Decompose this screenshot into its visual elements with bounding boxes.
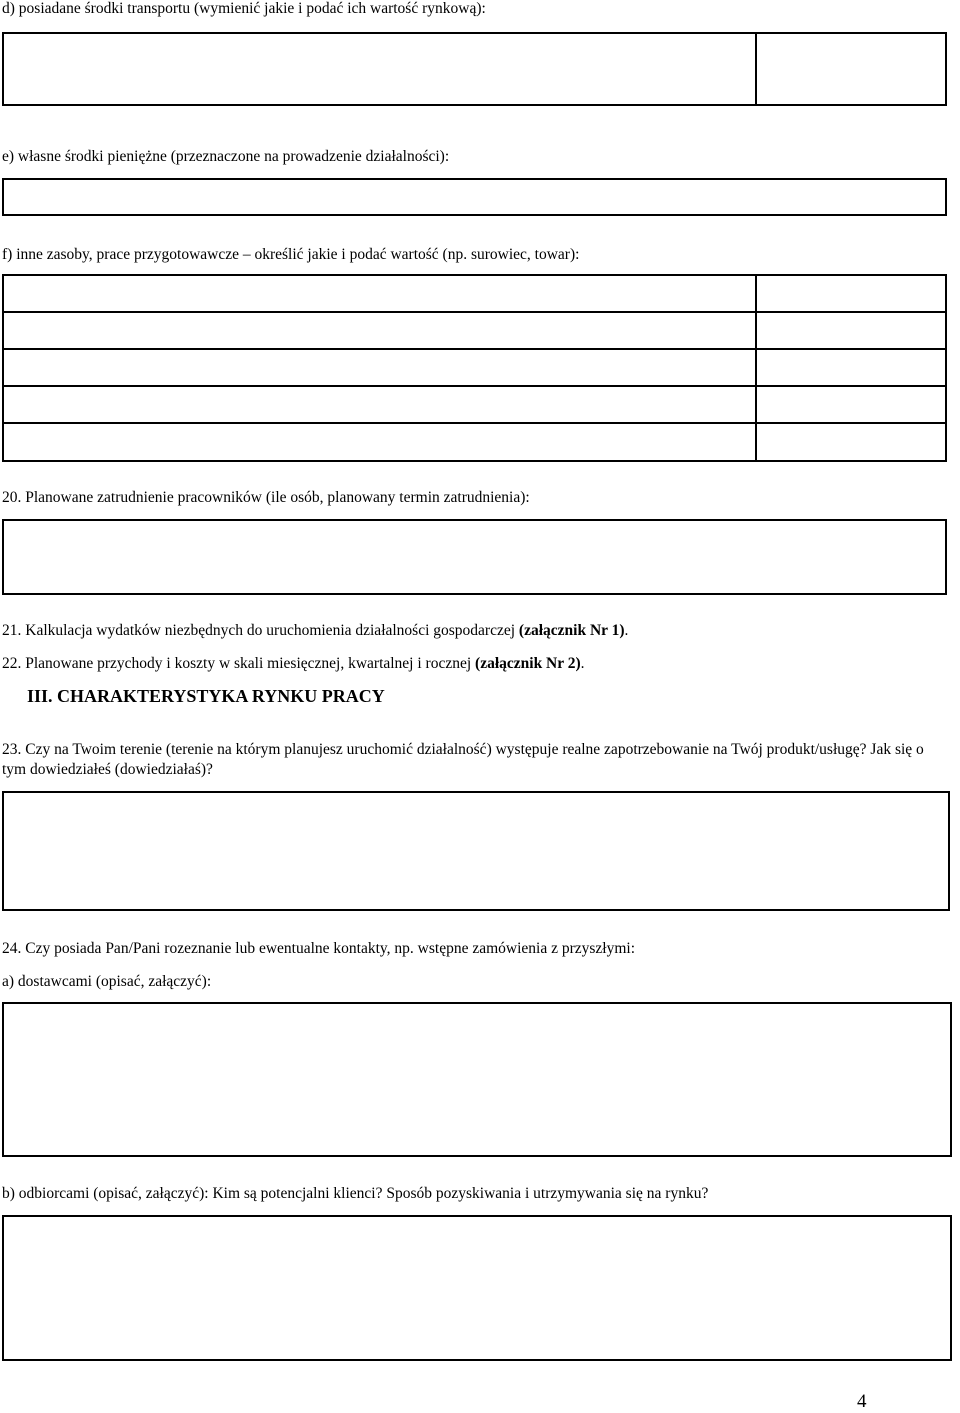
label-own-funds: e) własne środki pieniężne (przeznaczone na prowadzenie działalności): — [2, 148, 450, 165]
question-22-attachment: (załącznik Nr 2) — [475, 655, 581, 672]
question-22 — [2, 655, 585, 673]
page-number: 4 — [857, 1391, 867, 1412]
question-21 — [2, 622, 628, 640]
field-question-23[interactable] — [2, 791, 950, 911]
table-column-divider — [755, 34, 757, 104]
table-row-divider — [4, 385, 945, 387]
table-other-resources — [2, 274, 947, 462]
question-21-text: 21. Kalkulacja wydatków niezbędnych do uruchomienia działalności gospodarczej — [2, 622, 519, 639]
question-24: 24. Czy posiada Pan/Pani rozeznanie lub ewentualne kontakty, np. wstępne zamówienia z przyszłymi: — [2, 940, 636, 957]
table-column-divider — [755, 276, 757, 460]
field-question-24b[interactable] — [2, 1215, 952, 1361]
question-22-end: . — [580, 655, 585, 672]
field-own-funds[interactable] — [2, 178, 947, 216]
table-row-divider — [4, 422, 945, 424]
field-question-20[interactable] — [2, 519, 947, 595]
table-row-divider — [4, 348, 945, 350]
question-21-attachment: (załącznik Nr 1) — [518, 622, 625, 639]
label-other-resources: f) inne zasoby, prace przygotowawcze – określić jakie i podać wartość (np. surowiec, towar): — [2, 246, 580, 263]
table-transport — [2, 32, 947, 106]
question-24a: a) dostawcami (opisać, załączyć): — [2, 973, 212, 990]
question-22-text: 22. Planowane przychody i koszty w skali miesięcznej, kwartalnej i rocznej — [2, 655, 476, 672]
label-transport: d) posiadane środki transportu (wymienić jakie i podać ich wartość rynkową): — [2, 0, 486, 17]
section-heading: III. CHARAKTERYSTYKA RYNKU PRACY — [27, 686, 385, 706]
table-row-divider — [4, 311, 945, 313]
question-20: 20. Planowane zatrudnienie pracowników (ile osób, planowany termin zatrudnienia): — [2, 489, 530, 506]
question-24b: b) odbiorcami (opisać, załączyć): Kim są potencjalni klienci? Sposób pozyskiwania i utrzymywania się na rynku? — [2, 1185, 709, 1202]
question-23: 23. Czy na Twoim terenie (terenie na którym planujesz uruchomić działalność) występuje realne zapotrzebowanie na Twój produkt/usługę? Jak się o tym dowiedziałeś (dowiedziałaś)? — [2, 741, 924, 778]
question-21-end: . — [624, 622, 629, 639]
field-question-24a[interactable] — [2, 1002, 952, 1157]
